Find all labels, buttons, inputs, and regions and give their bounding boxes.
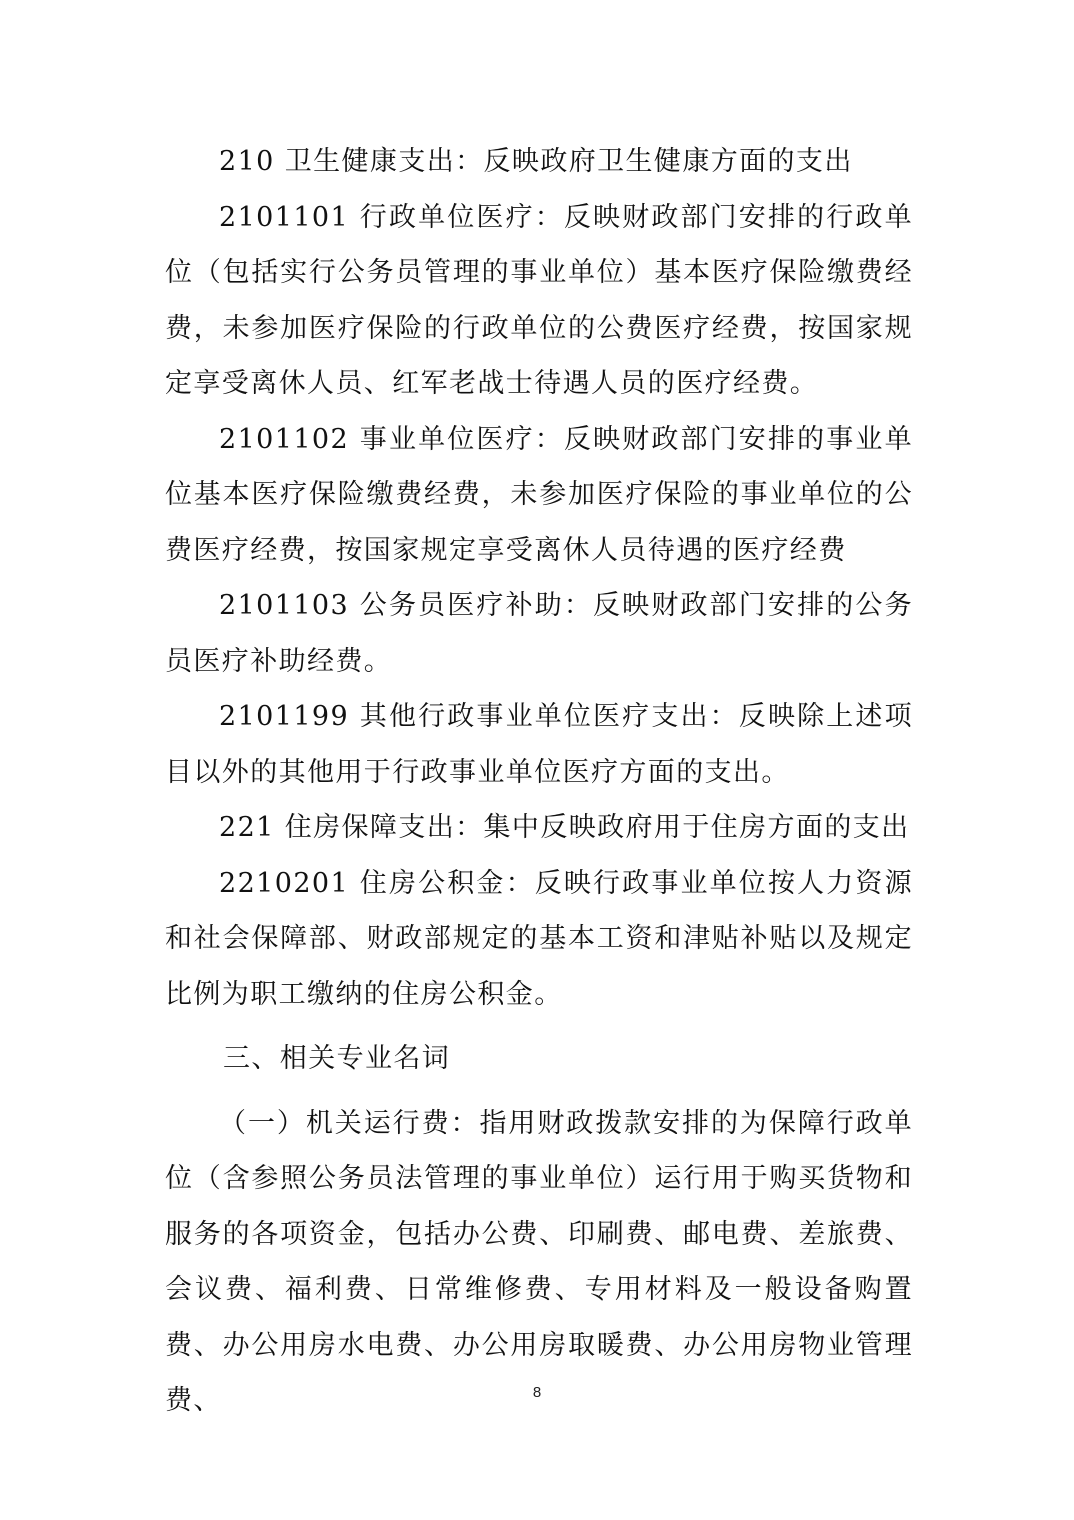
paragraph-admin-unit-medical: 2101101 行政单位医疗：反映财政部门安排的行政单位（包括实行公务员管理的事业单位）基本医疗保险缴费经费，未参加医疗保险的行政单位的公费医疗经费，按国家规定享受离休人员、红军老战士待遇人员的医疗经费。 — [165, 201, 913, 399]
paragraph-housing-provident-fund: 2210201 住房公积金：反映行政事业单位按人力资源和社会保障部、财政部规定的基本工资和津贴补贴以及规定比例为职工缴纳的住房公积金。 — [165, 867, 913, 1010]
document-body — [165, 134, 913, 1429]
paragraph-other-medical-expenditure: 2101199 其他行政事业单位医疗支出：反映除上述项目以外的其他用于行政事业单位医疗方面的支出。 — [165, 701, 913, 788]
paragraph-public-institution-medical: 2101102 事业单位医疗：反映财政部门安排的事业单位基本医疗保险缴费经费，未参加医疗保险的事业单位的公费医疗经费，按国家规定享受离休人员待遇的医疗经费 — [165, 423, 913, 566]
paragraph-health-expenditure: 210 卫生健康支出：反映政府卫生健康方面的支出 — [219, 146, 853, 177]
paragraph-housing-expenditure: 221 住房保障支出：集中反映政府用于住房方面的支出 — [219, 812, 910, 843]
paragraph-civil-servant-medical-subsidy: 2101103 公务员医疗补助：反映财政部门安排的公务员医疗补助经费。 — [165, 590, 913, 677]
section-heading: 三、相关专业名词 — [223, 1043, 451, 1074]
page-number: 8 — [532, 1384, 542, 1401]
paragraph-operating-expenses: （一）机关运行费：指用财政拨款安排的为保障行政单位（含参照公务员法管理的事业单位）运行用于购买货物和服务的各项资金，包括办公费、印刷费、邮电费、差旅费、会议费、福利费、日常维修费、专用材料及一般设备购置费、办公用房水电费、办公用房取暖费、办公用房物业管理费、 — [165, 1107, 913, 1416]
